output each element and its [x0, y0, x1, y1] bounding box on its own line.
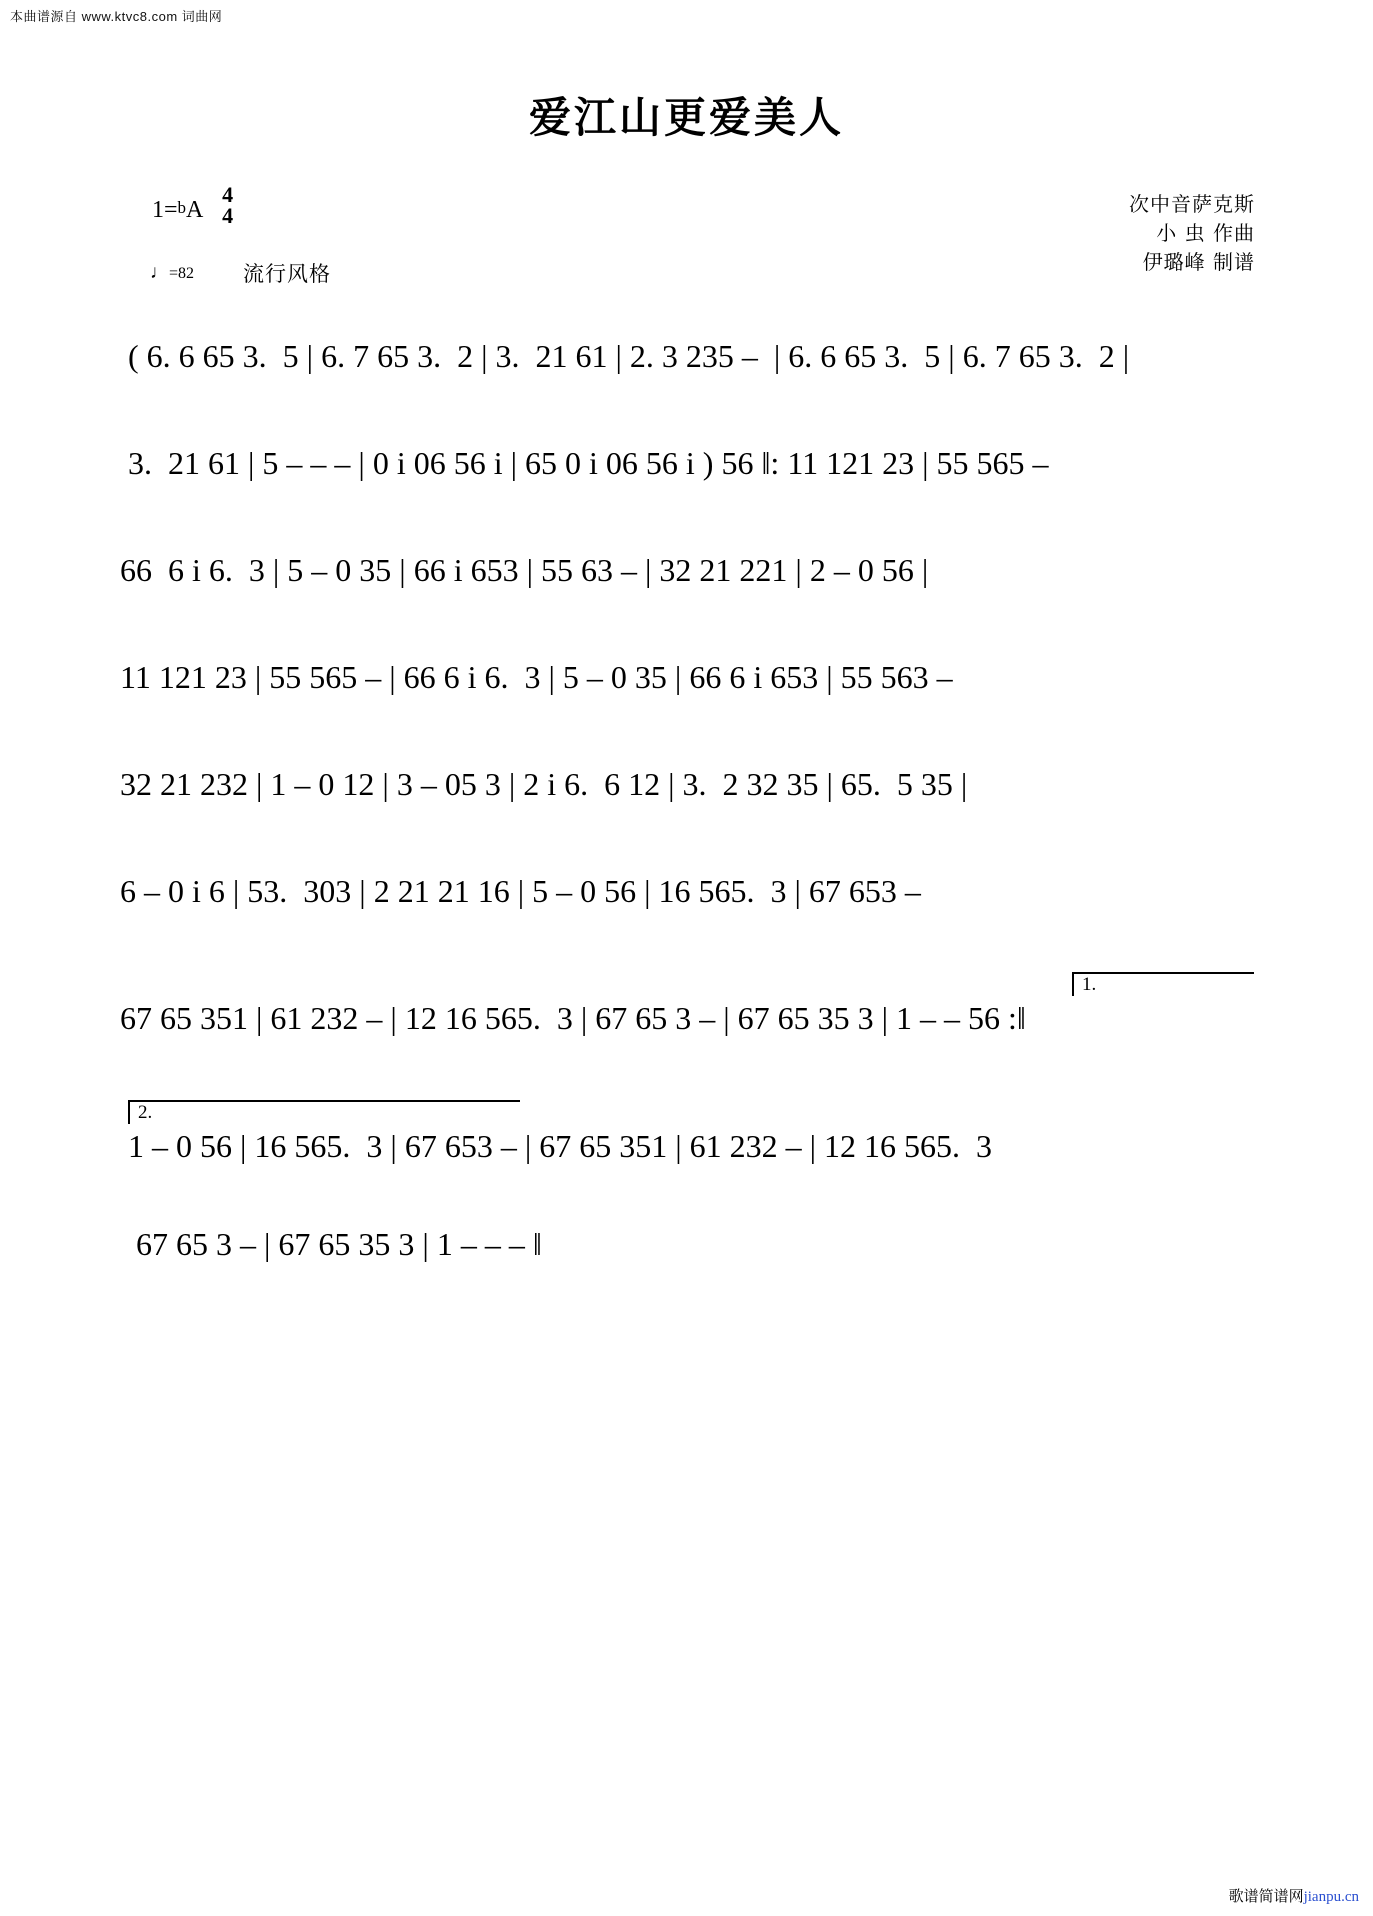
second-ending-label: 2.: [138, 1102, 153, 1123]
second-ending-bracket: [128, 1100, 520, 1124]
tempo-marking: [150, 262, 194, 284]
notation-line: [0, 330, 1373, 437]
bottom-watermark-en: jianpu.cn: [1303, 1889, 1359, 1905]
notation-line: [0, 758, 1373, 865]
notation-line-4: 11 121 23 | 55 565 – | 66 6 i 6. 3 | 5 – 0 35 | 66 6 i 653 | 55 563 –: [120, 659, 953, 695]
notation-line: [0, 651, 1373, 758]
notation-line: [0, 1094, 1373, 1214]
credits: [1129, 190, 1255, 277]
credit-arranger: 伊璐峰 制谱: [1142, 250, 1255, 274]
notation-line-1: ( 6. 6 65 3. 5 | 6. 7 65 3. 2 | 3. 21 61 | 2. 3 235 – | 6. 6 65 3. 5 | 6. 7 65 3. 2 |: [128, 338, 1130, 374]
notation-line-9: 67 65 3 – | 67 65 35 3 | 1 – – – ‖: [136, 1226, 542, 1262]
bottom-watermark: [1229, 1885, 1359, 1906]
key-label: 1=: [152, 196, 178, 223]
quarter-note-icon: ♩: [150, 262, 169, 283]
flat-icon: b: [177, 197, 187, 217]
notation-line: [0, 437, 1373, 544]
notation-line-2: 3. 21 61 | 5 – – – | 0 i 06 56 i | 65 0 i 06 56 i ) 56 ‖: 11 121 23 | 55 565 –: [128, 445, 1049, 481]
notation-line: [0, 544, 1373, 651]
top-watermark: 本曲谱源自 www.ktvc8.com 词曲网: [10, 9, 223, 24]
first-ending-label: 1.: [1082, 974, 1097, 995]
notation-line: [0, 865, 1373, 972]
key-letter: A: [186, 196, 203, 223]
tempo-value: =82: [169, 265, 195, 282]
credit-composer: 小 虫 作曲: [1156, 221, 1255, 245]
time-signature-denominator: 4: [222, 202, 234, 228]
notation-line: [0, 1214, 1373, 1321]
notation-line-5: 32 21 232 | 1 – 0 12 | 3 – 05 3 | 2 i 6. 6 12 | 3. 2 32 35 | 65. 5 35 |: [120, 766, 968, 802]
notation-line-8: 1 – 0 56 | 16 565. 3 | 67 653 – | 67 65 351 | 61 232 – | 12 16 565. 3: [128, 1128, 993, 1164]
notation-line: [0, 972, 1373, 1094]
time-signature: [222, 182, 234, 228]
notation-line-3: 66 6 i 6. 3 | 5 – 0 35 | 66 i 653 | 55 63 – | 32 21 221 | 2 – 0 56 |: [120, 552, 929, 588]
key-signature: [152, 182, 234, 228]
page-title: 爱江山更爱美人: [528, 93, 844, 142]
style-marking: 流行风格: [243, 262, 331, 286]
time-signature-numerator: 4: [222, 182, 234, 207]
notation-line-7: 67 65 351 | 61 232 – | 12 16 565. 3 | 67 65 3 – | 67 65 35 3 | 1 – – 56 :‖: [120, 1000, 1026, 1036]
bottom-watermark-cn: 歌谱简谱网: [1228, 1887, 1304, 1905]
notation-line-6: 6 – 0 i 6 | 53. 303 | 2 21 21 16 | 5 – 0 56 | 16 565. 3 | 67 653 –: [120, 873, 921, 909]
first-ending-bracket: [1072, 972, 1254, 996]
credit-instrument: 次中音萨克斯: [1129, 192, 1255, 216]
notation-body: [0, 330, 1373, 1321]
